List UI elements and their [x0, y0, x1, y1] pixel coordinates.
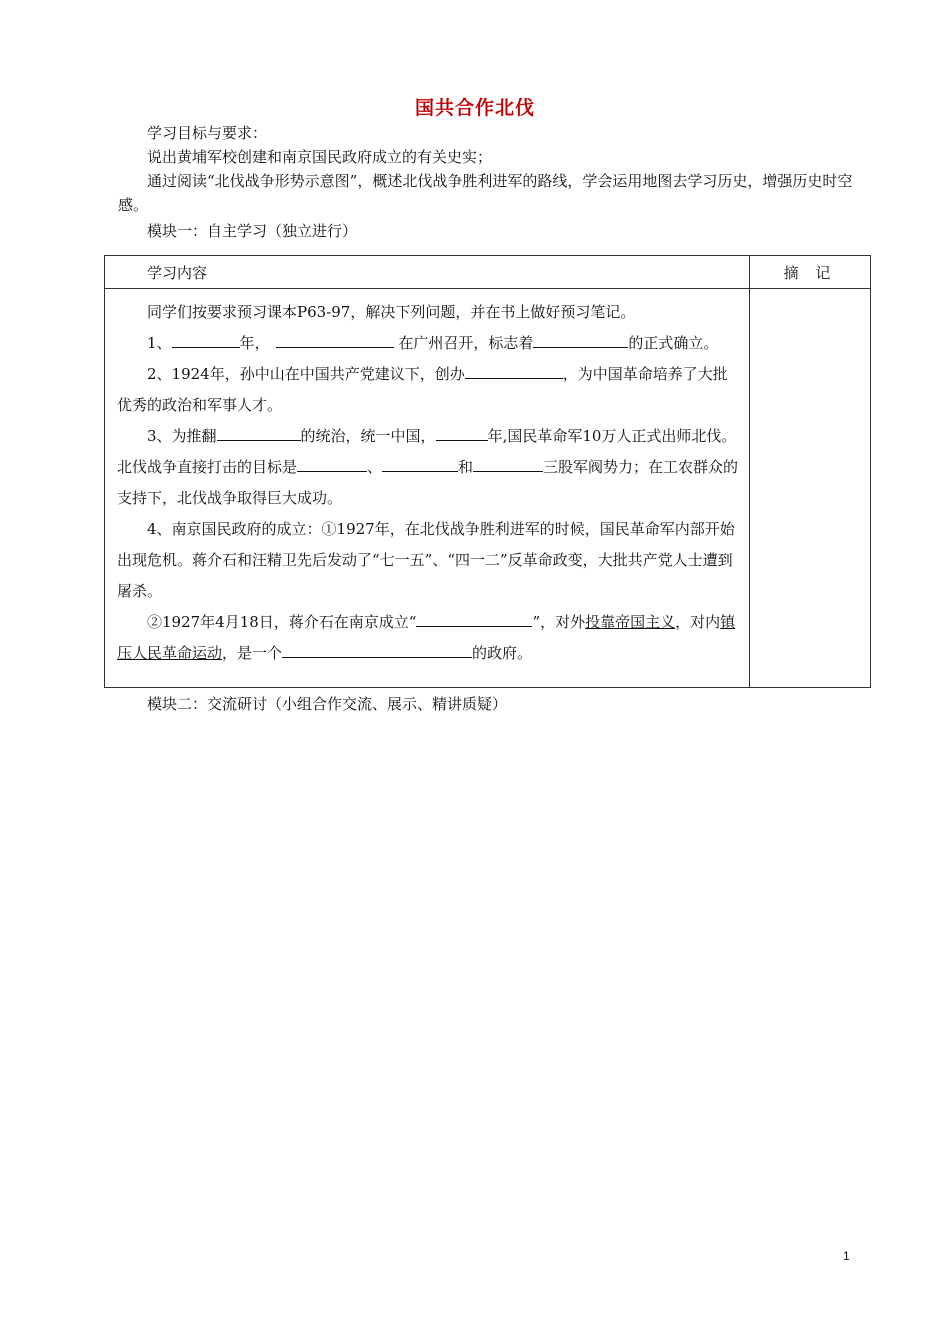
q3-blank-rule[interactable]	[217, 425, 301, 441]
q1-blank-year[interactable]	[172, 332, 240, 348]
question-4: 4、南京国民政府的成立：①1927年，在北伐战争胜利进军的时候，国民革命军内部开始出现危机。蒋介石和汪精卫先后发动了“七一五”、“四一二”反革命政变，大批共产党人士遭到屠杀。	[117, 520, 735, 600]
q5-blank-government[interactable]	[416, 611, 532, 627]
q1-text-b: 年，	[239, 334, 270, 352]
q2-blank-school[interactable]	[465, 363, 563, 379]
module-1-heading: 模块一：自主学习（独立进行）	[147, 222, 358, 240]
q3-text-d: 、	[367, 458, 383, 476]
q1-blank-event[interactable]	[276, 332, 394, 348]
study-table	[104, 255, 871, 688]
q2-text-b: ，为中国革命培养了大批优秀的政治和军事人才。	[117, 365, 728, 414]
q5-underlined-1: 投靠帝国主义	[585, 613, 676, 631]
q5-text-a: ②1927年4月18日，蒋介石在南京成立“	[147, 613, 417, 631]
q3-blank-warlord-1[interactable]	[297, 456, 367, 472]
q3-blank-warlord-3[interactable]	[473, 456, 543, 472]
header-content: 学习内容	[105, 256, 750, 289]
q3-text-a: 3、为推翻	[147, 427, 217, 445]
page-title: 国共合作北伐	[414, 97, 535, 119]
q3-blank-warlord-2[interactable]	[382, 456, 458, 472]
question-2	[117, 359, 739, 421]
question-3	[117, 421, 739, 514]
intro-line: 同学们按要求预习课本P63-97，解决下列问题，并在书上做好预习笔记。	[147, 303, 636, 321]
q2-text-a: 2、1924年，孙中山在中国共产党建议下，创办	[147, 365, 465, 383]
objectives-heading: 学习目标与要求：	[147, 124, 268, 142]
q5-text-d: ，对内	[675, 613, 721, 631]
q1-text-d: 的正式确立。	[628, 334, 719, 352]
content-cell	[105, 289, 750, 688]
q3-text-c: 年,国民革命军10万人正式出师北伐。北伐战争直接打击的目标是	[117, 427, 737, 476]
q5-blank-nature[interactable]	[282, 642, 472, 658]
q3-text-f: 三股军阀势力；在工农群众的支持下，北伐战争取得巨大成功。	[117, 458, 739, 507]
q5-underlined-2: 镇压人民革命运动	[117, 613, 736, 662]
q5-text-b: ”，对外	[532, 613, 586, 631]
page-number: 1	[843, 1249, 850, 1263]
q3-text-b: 的统治，统一中国，	[300, 427, 436, 445]
module-2-heading: 模块二：交流研讨（小组合作交流、展示、精讲质疑）	[147, 695, 508, 713]
question-1	[117, 328, 739, 359]
objective-2: 通过阅读“北伐战争形势示意图”，概述北伐战争胜利进军的路线，学会运用地图去学习历史，增强历史时空感。	[118, 172, 853, 214]
q1-text-c: 在广州召开，标志着	[393, 334, 534, 352]
q5-text-g: 的政府。	[472, 644, 533, 662]
q1-text-a: 1、	[147, 334, 172, 352]
question-5	[117, 607, 739, 669]
header-notes: 摘 记	[750, 256, 871, 289]
q5-text-f: ，是一个	[222, 644, 283, 662]
notes-cell[interactable]	[750, 289, 871, 688]
objective-1: 说出黄埔军校创建和南京国民政府成立的有关史实；	[147, 148, 493, 166]
q3-text-e: 和	[458, 458, 474, 476]
q3-blank-year[interactable]	[436, 425, 488, 441]
q1-blank-result[interactable]	[533, 332, 628, 348]
